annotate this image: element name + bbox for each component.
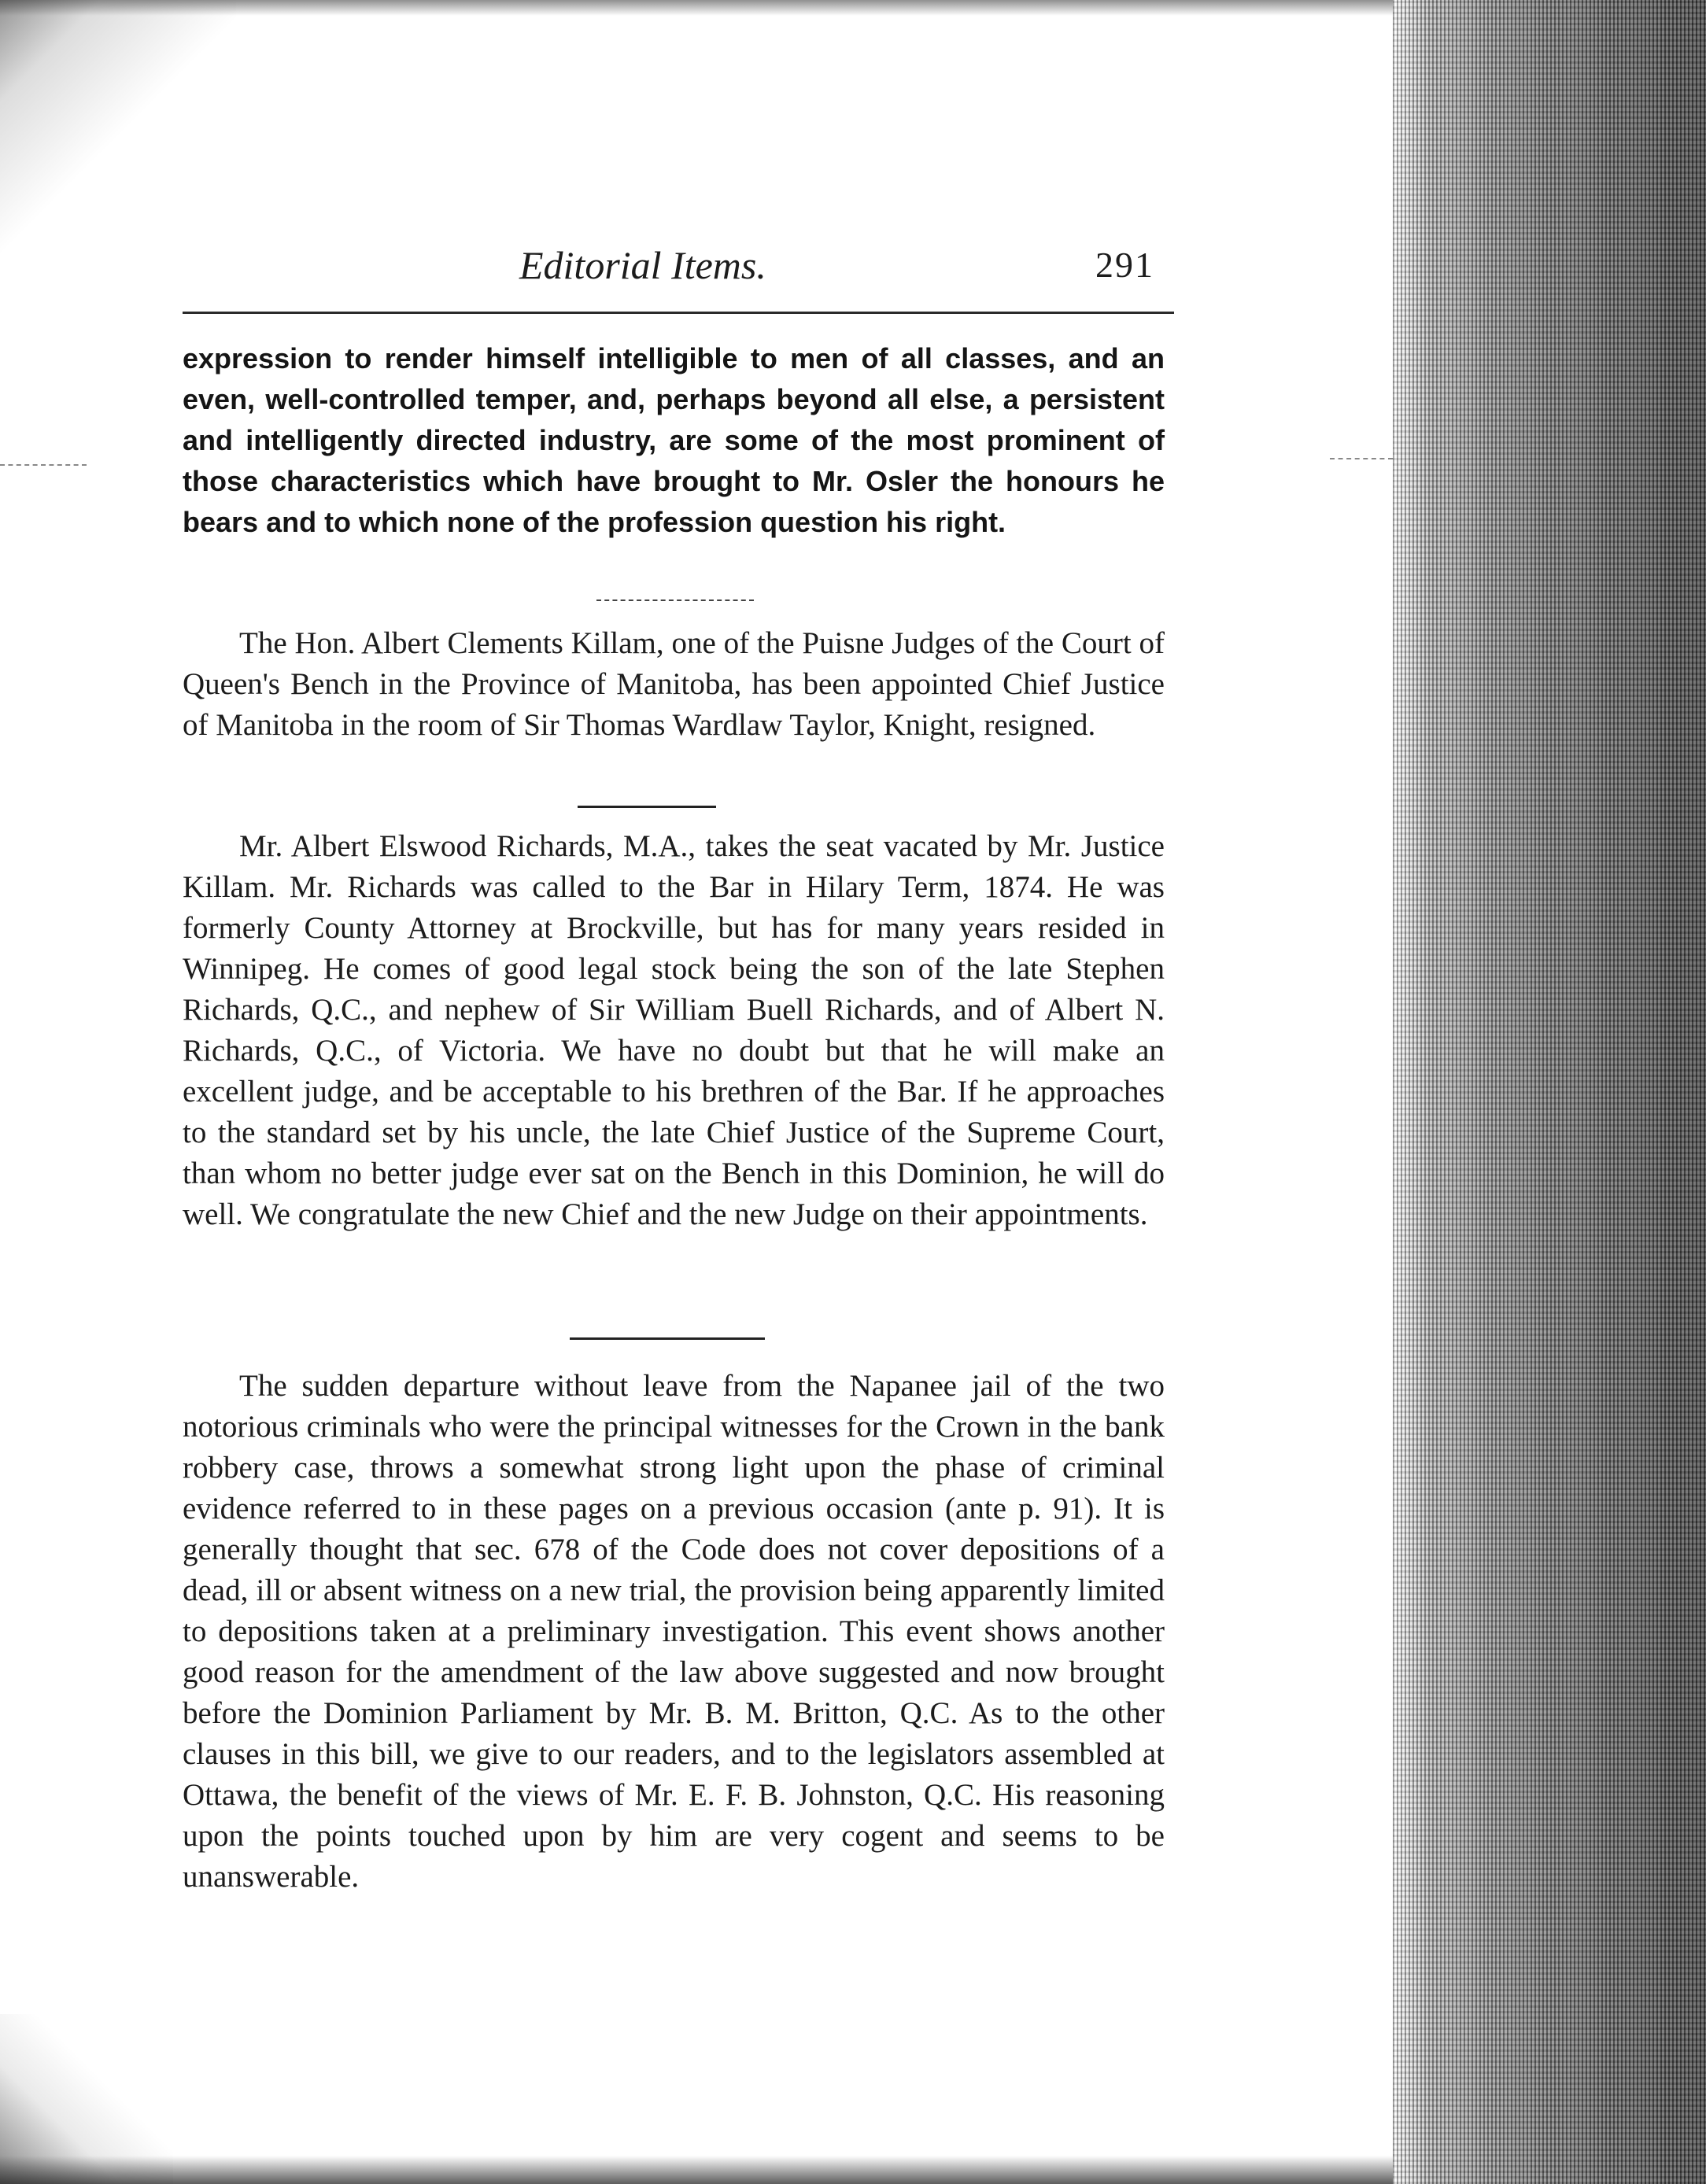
scan-gutter-shadow	[1393, 0, 1706, 2184]
section-separator	[578, 806, 716, 808]
scan-shadow-top-left	[0, 0, 236, 330]
running-title: Editorial Items.	[519, 243, 766, 287]
header-rule	[183, 312, 1174, 314]
margin-mark-right	[1330, 458, 1393, 459]
section-separator	[596, 599, 754, 601]
margin-mark-left	[0, 464, 87, 466]
paragraph-killam-appointment: The Hon. Albert Clements Killam, one of the Puisne Judges of the Court of Queen's Bench in the Province of Manitoba, has been appointed Chief Justice of Manitoba in the room of Sir Thomas Wardlaw Taylor, Knight, resigned.	[183, 626, 1165, 742]
section-separator	[570, 1337, 765, 1340]
paragraph-napanee-jail: The sudden departure without leave from the Napanee jail of the two notorious criminals who were the principal witnesses for the Crown in the bank robbery case, throws a somewhat strong light upon the phase of criminal evidence referred to in these pages on a previous occasion (ante p. 91). It is generally thought that sec. 678 of the Code does not cover depositions of a dead, ill or absent witness on a new trial, the provision being apparently limited to depositions taken at a preliminary investigation. This event shows another good reason for the amendment of the law above suggested and now brought before the Dominion Parliament by Mr. B. M. Britton, Q.C. As to the other clauses in this bill, we give to our readers, and to the legislators assembled at Ottawa, the benefit of the views of Mr. E. F. B. Johnston, Q.C. His reasoning upon the points touched upon by him are very cogent and seems to be unanswerable.	[183, 1369, 1165, 1894]
paragraph-osler-continued: expression to render himself intelligible to men of all classes, and an even, well-controlled temper, and, perhaps beyond all else, a persistent and intelligently directed industry, are some of the most prominent of those characteristics which have brought to Mr. Osler the honours he bears and to which none of the profession question his right.	[183, 342, 1165, 538]
paragraph-richards-appointment: Mr. Albert Elswood Richards, M.A., takes the seat vacated by Mr. Justice Killam. Mr. Richards was called to the Bar in Hilary Term, 1874. He was formerly County Attorney at Brockville, but has for many years resided in Winnipeg. He comes of good legal stock being the son of the late Stephen Richards, Q.C., and nephew of Sir William Buell Richards, and of Albert N. Richards, Q.C., of Victoria. We have no doubt but that he will make an excellent judge, and be acceptable to his brethren of the Bar. If he approaches to the standard set by his uncle, the late Chief Justice of the Supreme Court, than whom no better judge ever sat on the Bench in this Dominion, he will do well. We congratulate the new Chief and the new Judge on their appointments.	[183, 829, 1165, 1231]
page-number: 291	[1095, 245, 1154, 285]
